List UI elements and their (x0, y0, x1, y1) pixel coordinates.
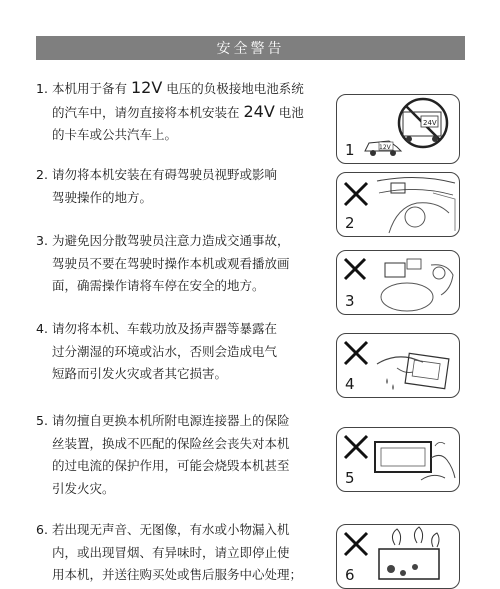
item-number: 1. (36, 81, 48, 96)
warning-item-3 (36, 230, 336, 298)
figure-5 (336, 427, 460, 492)
item-text: 的卡车或公共汽车上。 (52, 127, 178, 142)
item-number: 4. (36, 321, 48, 336)
warning-item-5 (36, 410, 336, 500)
item-text: 引发火灾。 (52, 480, 115, 496)
item-number: 5. (36, 413, 48, 428)
driving-illustration (337, 251, 460, 315)
figure-2 (336, 172, 460, 237)
car-voltage-label: 12V (379, 144, 391, 151)
warning-item-1 (36, 77, 336, 147)
water-illustration (337, 334, 460, 398)
smoke-illustration (337, 525, 460, 589)
item-text: 电池 (274, 104, 304, 120)
car-truck-illustration (337, 95, 460, 164)
figure-number: 6 (345, 566, 355, 584)
item-text: 请勿将本机、车载功放及扬声器等暴露在 (52, 321, 278, 336)
figure-6 (336, 524, 460, 589)
item-text: 请勿将本机安装在有碍驾驶员视野或影响 (52, 167, 278, 182)
item-text: 电压的负极接地电池系统 (162, 81, 304, 96)
windshield-illustration (337, 173, 460, 237)
fuse-illustration (337, 428, 460, 492)
item-number: 3. (36, 233, 48, 248)
item-text: 驾驶员不要在驾驶时操作本机或观看播放画 (52, 255, 290, 271)
item-text: 过分潮湿的环境或沾水，否则会造成电气 (52, 343, 278, 359)
figure-number: 1 (345, 141, 355, 159)
warning-item-2 (36, 164, 336, 209)
figure-3 (336, 250, 460, 315)
item-number: 6. (36, 522, 48, 537)
warning-item-4 (36, 318, 336, 386)
figure-1 (336, 94, 460, 164)
figure-number: 4 (345, 375, 355, 393)
item-text: 为避免因分散驾驶员注意力造成交通事故， (52, 233, 290, 248)
item-text: 短路而引发火灾或者其它损害。 (52, 366, 228, 381)
figure-number: 5 (345, 469, 355, 487)
item-text: 的汽车中，请勿直接将本机安装在 (52, 104, 244, 120)
voltage-24v: 24V (243, 101, 275, 121)
item-text: 本机用于备有 (52, 81, 131, 96)
item-text: 的过电流的保护作用，可能会烧毁本机甚至 (52, 458, 290, 473)
item-text: 用本机，并送往购买处或售后服务中心处理； (52, 567, 303, 582)
truck-voltage-label: 24V (423, 119, 437, 127)
item-text: 若出现无声音、无图像，有水或小物漏入机 (52, 522, 290, 537)
voltage-12v: 12V (130, 78, 163, 97)
warning-item-6 (36, 519, 336, 587)
figure-number: 2 (345, 214, 355, 232)
item-text: 内，或出现冒烟、有异味时，请立即停止使 (52, 544, 290, 560)
item-text: 请勿擅自更换本机所附电源连接器上的保险 (52, 413, 290, 428)
item-text: 面，确需操作请将车停在安全的地方。 (52, 278, 265, 293)
item-text: 驾驶操作的地方。 (52, 189, 153, 205)
figure-number: 3 (345, 292, 355, 310)
item-number: 2. (36, 167, 48, 182)
section-title: 安全警告 (216, 41, 285, 57)
section-header (36, 36, 465, 60)
item-text: 丝装置，换成不匹配的保险丝会丧失对本机 (52, 435, 290, 451)
figure-4 (336, 333, 460, 398)
